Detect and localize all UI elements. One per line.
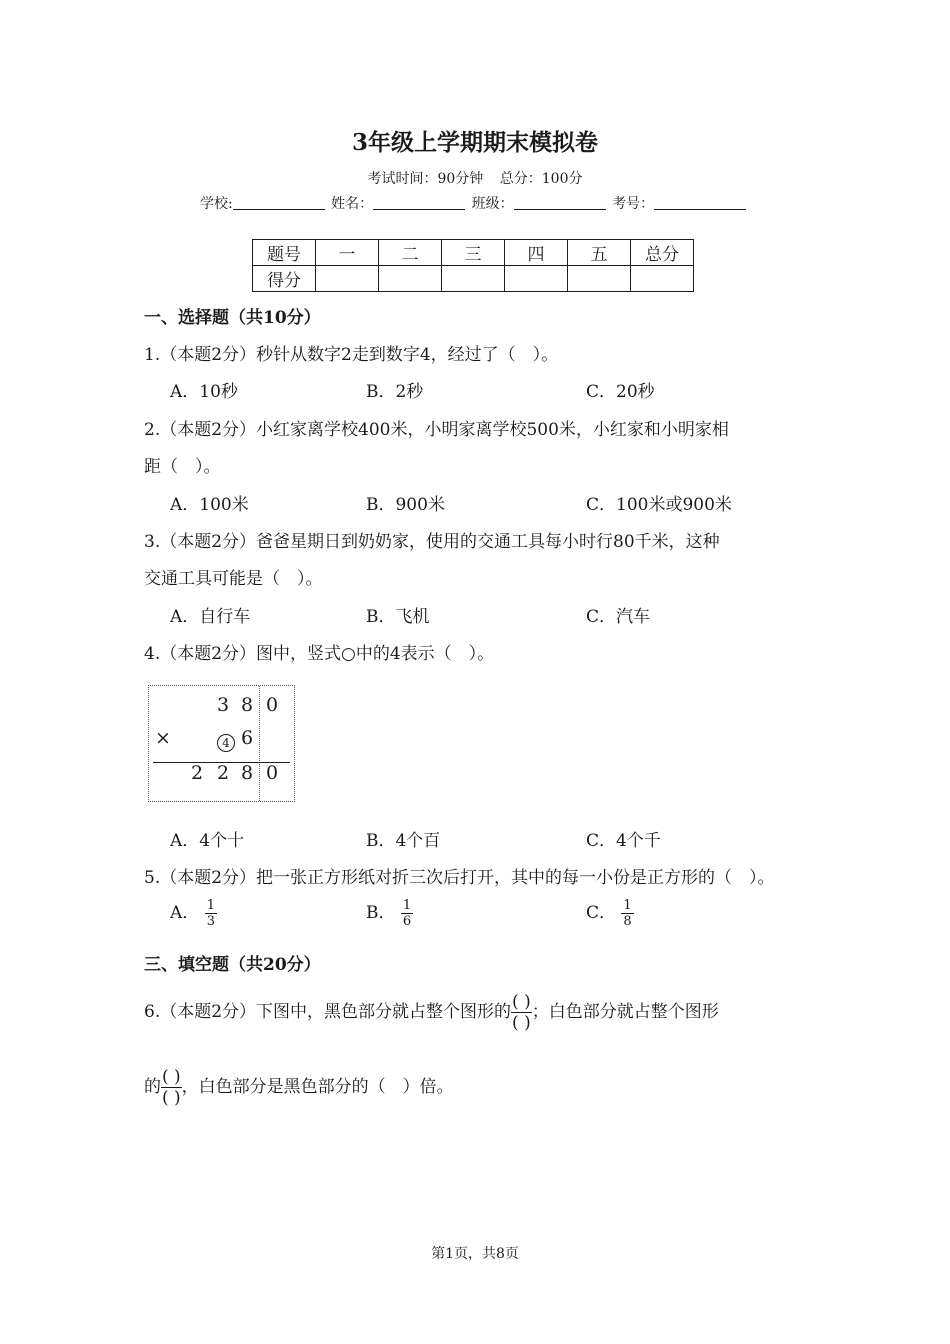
fraction-numerator: 1 (206, 898, 215, 913)
question-3-line-2: 交通工具可能是（ ）。 (144, 569, 323, 589)
question-2-line-1: 2.（本题2分）小红家离学校400米，小明家离学校500米，小红家和小明家相 (144, 420, 729, 440)
score-header-cell: 总分 (631, 240, 694, 266)
fraction (205, 898, 217, 929)
score-table (252, 239, 694, 292)
calc-result-digit: 0 (266, 762, 279, 784)
score-table-score-row (253, 266, 694, 292)
school-label: 学校: (200, 196, 233, 212)
blank-denominator: ( ) (512, 1013, 531, 1033)
score-header-cell: 三 (442, 240, 505, 266)
q3-option-c[interactable]: C．汽车 (586, 607, 651, 627)
question-4: 4.（本题2分）图中，竖式○中的4表示（ ）。 (144, 644, 495, 664)
q5-option-c-label: C． (586, 903, 617, 923)
score-cell[interactable] (379, 266, 442, 292)
section-3-title: 三、填空题（共20分） (144, 955, 321, 975)
q6-text-b: ；白色部分就占整个图形 (531, 1002, 719, 1022)
name-blank[interactable] (373, 195, 465, 210)
class-blank[interactable] (514, 195, 606, 210)
q3-option-a[interactable]: A．自行车 (170, 607, 251, 627)
fraction-denominator: 8 (623, 914, 632, 929)
fraction-numerator: 1 (623, 898, 632, 913)
vertical-multiplication-figure (148, 685, 295, 802)
page-title: 3年级上学期期末模拟卷 (351, 129, 598, 156)
exam-total: 总分：100分 (499, 171, 583, 187)
blank-numerator: ( ) (512, 992, 531, 1012)
q6-text-d: ，白色部分是黑色部分的（ ）倍。 (181, 1077, 454, 1097)
id-blank[interactable] (654, 195, 746, 210)
q4-option-b[interactable]: B．4个百 (366, 831, 441, 851)
q3-option-b[interactable]: B．飞机 (366, 607, 430, 627)
q2-option-a[interactable]: A．100米 (170, 495, 249, 515)
blank-fraction[interactable] (161, 1067, 182, 1108)
score-cell[interactable] (442, 266, 505, 292)
q5-option-a-label: A． (170, 903, 200, 923)
q6-text-a: 6.（本题2分）下图中，黑色部分就占整个图形的 (144, 1002, 512, 1022)
calc-result-digit: 8 (241, 762, 254, 784)
question-1: 1.（本题2分）秒针从数字2走到数字4，经过了（ ）。 (144, 345, 559, 365)
decimal-divider-line (259, 686, 260, 801)
score-header-cell: 四 (505, 240, 568, 266)
score-table-header-row (253, 240, 694, 266)
circled-digit (217, 730, 235, 752)
score-cell[interactable] (631, 266, 694, 292)
q2-option-b[interactable]: B．900米 (366, 495, 445, 515)
exam-time: 考试时间：90分钟 (367, 171, 484, 187)
q4-option-c[interactable]: C．4个千 (586, 831, 661, 851)
fraction (401, 898, 413, 929)
score-header-cell: 一 (316, 240, 379, 266)
student-info (200, 193, 748, 213)
score-row-label: 得分 (253, 266, 316, 292)
id-label: 考号： (612, 196, 655, 212)
score-header-cell: 二 (379, 240, 442, 266)
score-header-cell: 题号 (253, 240, 316, 266)
fraction-denominator: 3 (206, 914, 215, 929)
fraction-denominator: 6 (402, 914, 412, 929)
calc-digit: 8 (241, 694, 254, 716)
score-cell[interactable] (505, 266, 568, 292)
score-header-cell: 五 (568, 240, 631, 266)
calc-digit: 3 (217, 694, 230, 716)
q1-option-c[interactable]: C．20秒 (586, 382, 655, 402)
q2-option-c[interactable]: C．100米或900米 (586, 495, 732, 515)
score-cell[interactable] (316, 266, 379, 292)
question-5: 5.（本题2分）把一张正方形纸对折三次后打开，其中的每一小份是正方形的（ ）。 (144, 868, 775, 888)
times-sign: × (155, 727, 171, 749)
question-6-line-2 (144, 1067, 454, 1108)
name-label: 姓名： (331, 196, 374, 212)
circled-4: 4 (217, 734, 235, 752)
q6-text-c: 的 (144, 1077, 161, 1097)
q5-option-b-label: B． (366, 903, 396, 923)
question-2-line-2: 距（ ）。 (144, 457, 221, 477)
blank-denominator: ( ) (162, 1088, 181, 1108)
section-1-title: 一、选择题（共10分） (144, 308, 321, 328)
blank-numerator: ( ) (162, 1067, 181, 1087)
q4-option-a[interactable]: A．4个十 (170, 831, 245, 851)
calc-result-digit: 2 (217, 762, 230, 784)
page-footer: 第1页，共8页 (431, 1246, 519, 1262)
class-label: 班级： (471, 196, 514, 212)
q5-option-b[interactable] (366, 898, 413, 929)
question-3-line-1: 3.（本题2分）爸爸星期日到奶奶家，使用的交通工具每小时行80千米，这种 (144, 532, 720, 552)
calc-result-digit: 2 (191, 762, 204, 784)
school-blank[interactable] (233, 195, 325, 210)
fraction (621, 898, 633, 929)
q1-option-a[interactable]: A．10秒 (170, 382, 238, 402)
fraction-numerator: 1 (402, 898, 412, 913)
q1-option-b[interactable]: B．2秒 (366, 382, 424, 402)
q5-option-a[interactable] (170, 898, 217, 929)
exam-meta (0, 168, 950, 188)
question-6-line-1 (144, 992, 719, 1033)
q5-option-c[interactable] (586, 898, 634, 929)
score-cell[interactable] (568, 266, 631, 292)
calc-digit: 0 (266, 694, 279, 716)
blank-fraction[interactable] (511, 992, 532, 1033)
calc-digit: 6 (241, 727, 254, 749)
